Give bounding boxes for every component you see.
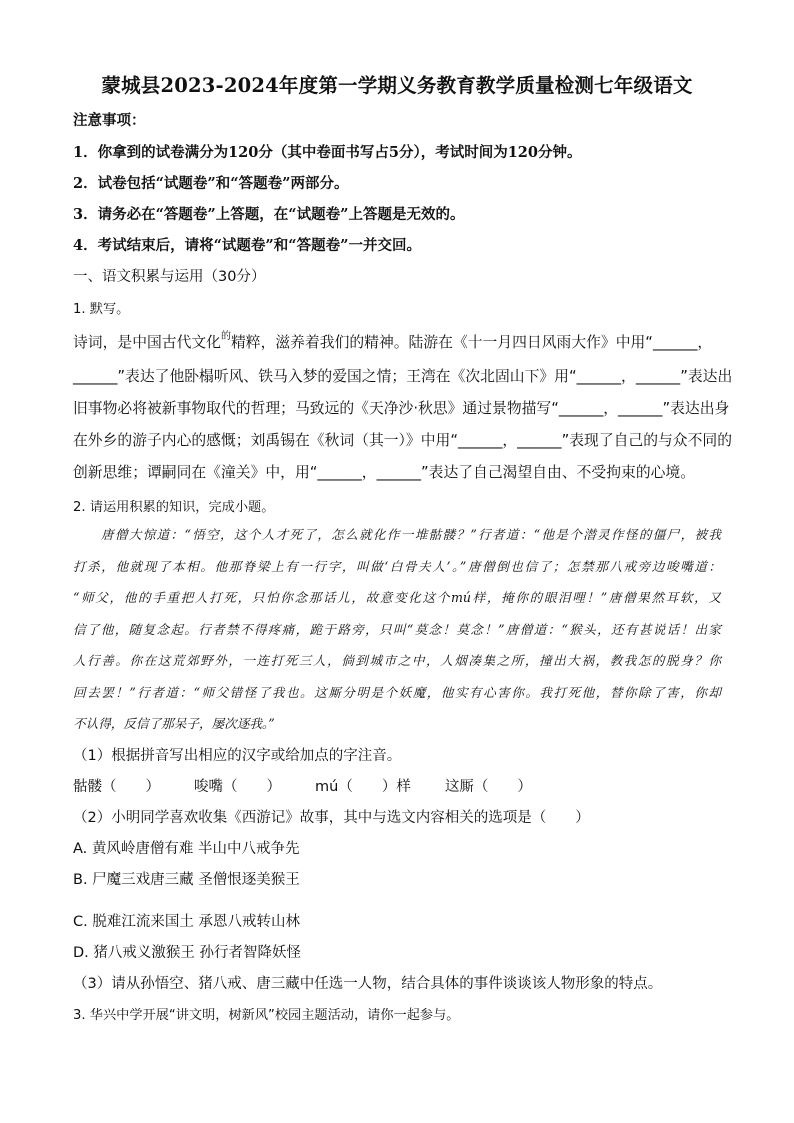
blank-item: 这厮（ ） — [444, 779, 532, 795]
option-d: D. 猪八戒义激猴王 孙行者智降妖怪 — [73, 945, 301, 961]
passage-line: 不认得，反信了那呆子，屡次逐我。” — [73, 716, 275, 731]
blank-item: 骷髅（ ） — [73, 779, 160, 795]
blank-item: mú（ ）样 — [315, 779, 411, 795]
passage-line: 回去罢！”行者道：“师父错怪了我也。这厮分明是个妖魔，他实有心害你。我打死他，替你除了害，你却 — [73, 684, 721, 700]
sub-question-3: （3）请从孙悟空、猪八戒、唐三藏中任选一人物，结合具体的事件谈谈该人物形象的特点。 — [73, 976, 663, 992]
notice-heading: 注意事项： — [73, 112, 146, 129]
superscript-char: 的 — [220, 331, 231, 342]
passage-line: 人行善。你在这荒郊野外，一连打死三人，倘到城市之中，人烟凑集之所，撞出大祸，教我怎的脱身？你 — [73, 653, 721, 668]
text-line: 旧事物必将被新事物取代的哲理；马致远的《天净沙·秋思》通过景物描写“______，______”表达出身 — [73, 400, 730, 417]
passage-line: 唐僧大惊道：“悟空，这个人才死了，怎么就化作一堆骷髅？”行者道：“他是个潜灵作怪的僵尸，被我 — [101, 527, 721, 542]
notice-item: 4．考试结束后，请将“试题卷”和“答题卷”一并交回。 — [73, 237, 421, 254]
question-1-text — [73, 327, 733, 489]
text-segment: 精粹，滋养着我们的精神。陆游在《十一月四日风雨大作》中用“______， — [230, 334, 713, 351]
question-3-label: 3. 华兴中学开展“讲文明，树新风”校园主题活动，请你一起参与。 — [73, 1008, 460, 1023]
text-line — [73, 327, 721, 361]
notice-item: 1．你拿到的试卷满分为120分（其中卷面书写占5分），考试时间为120分钟。 — [73, 144, 582, 161]
question-2-label: 2. 请运用积累的知识，完成小题。 — [73, 500, 275, 515]
text-segment: 诗词，是中国古代文化 — [73, 334, 221, 351]
passage-line: “师父，他的手重把人打死，只怕你念那话儿，故意变化这个mú样，掩你的眼泪哩！”唐僧果然耳软，又 — [73, 590, 721, 605]
passage-line: 打杀，他就现了本相。他那脊梁上有一行字，叫做‘白骨夫人’。”唐僧倒也信了；怎禁那八戒旁边唆嘴道： — [73, 558, 721, 574]
option-a: A. 黄风岭唐僧有难 半山中八戒争先 — [73, 841, 300, 857]
sub-question-1-items — [73, 775, 734, 796]
reading-passage — [73, 519, 721, 740]
text-line: 在外乡的游子内心的感慨；刘禹锡在《秋词（其一）》中用“______，______”表现了自己的与众不同的 — [73, 432, 732, 449]
notice-item: 3．请务必在“答题卷”上答题，在“试题卷”上答题是无效的。 — [73, 206, 465, 223]
page-title: 蒙城县2023-2024年度第一学期义务教育教学质量检测七年级语文 — [101, 74, 693, 97]
section-heading: 一、语文积累与运用（30分） — [73, 269, 266, 285]
option-c: C. 脱难江流来国土 承恩八戒转山林 — [73, 914, 300, 930]
blank-item: 唆嘴（ ） — [194, 779, 281, 795]
text-line: ______”表达了他卧榻听风、铁马入梦的爱国之情；王湾在《次北固山下》用“______，______”表达出 — [73, 368, 733, 385]
notice-item: 2．试卷包括“试题卷”和“答题卷”两部分。 — [73, 175, 349, 192]
passage-line: 信了他，随复念起。行者禁不得疼痛，跪于路旁，只叫“莫念！莫念！”唐僧道：“猴头，还有甚说话！出家 — [73, 621, 721, 637]
text-line: 创新思维；谭嗣同在《潼关》中，用“______，______”表达了自己渴望自由、不受拘束的心境。 — [73, 464, 696, 481]
sub-question-2: （2）小明同学喜欢收集《西游记》故事，其中与选文内容相关的选项是（ ） — [73, 810, 590, 826]
sub-question-1: （1）根据拼音写出相应的汉字或给加点的字注音。 — [73, 748, 402, 764]
question-1-label: 1. 默写。 — [73, 302, 130, 317]
option-b: B. 尸魔三戏唐三藏 圣僧恨逐美猴王 — [73, 872, 300, 888]
